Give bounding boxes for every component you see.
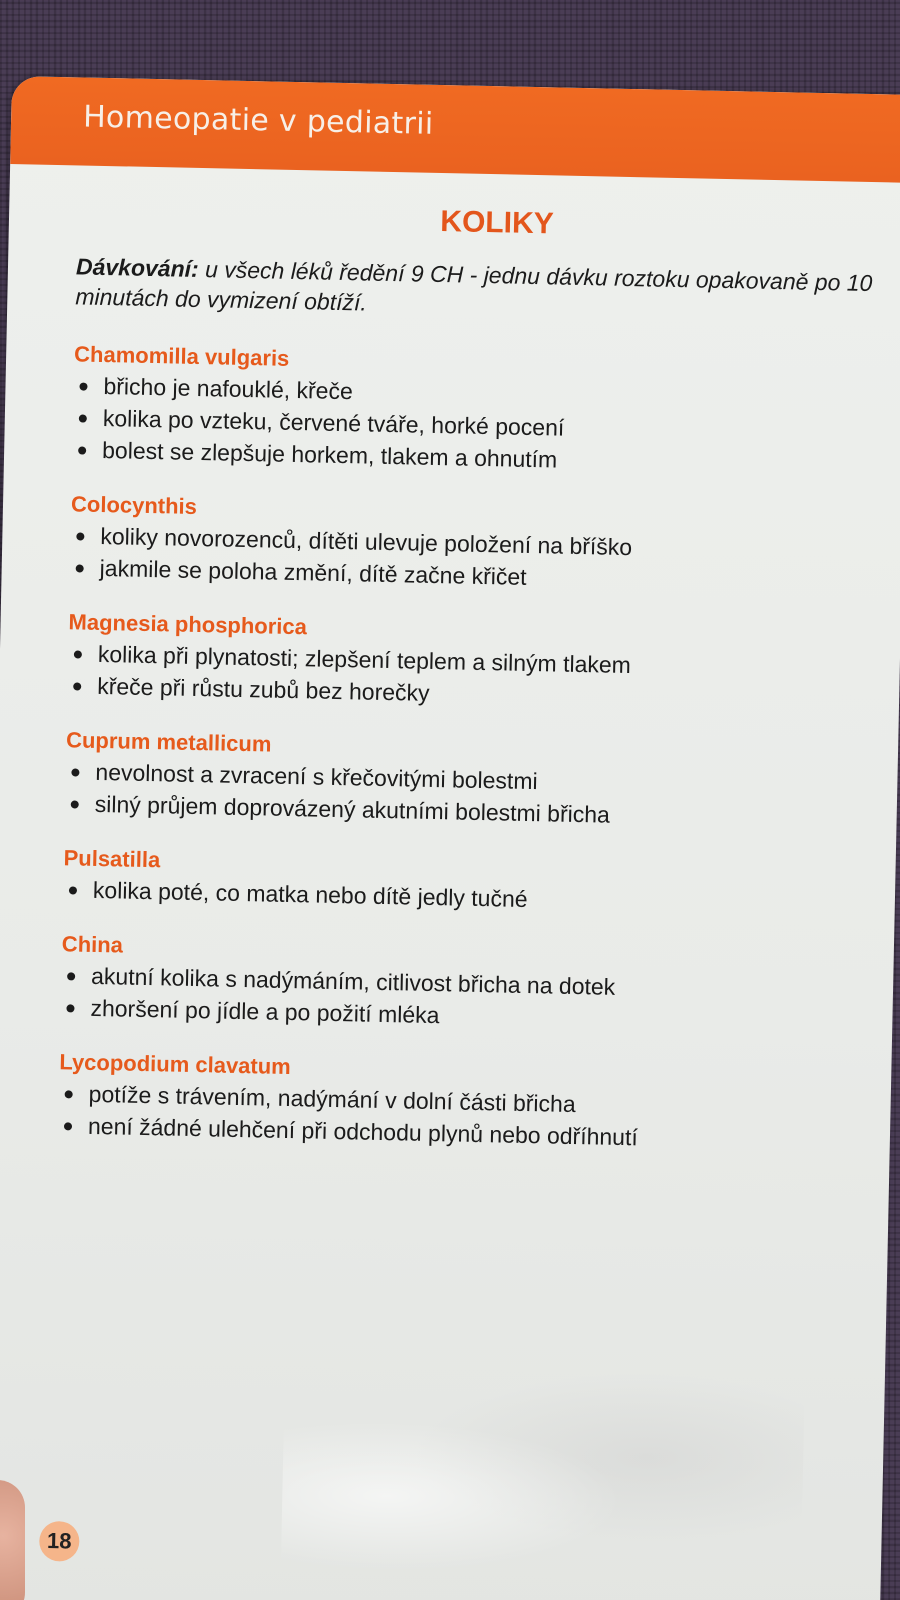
remedy-name: Colocynthis: [70, 491, 198, 519]
booklet-page: [0, 76, 900, 1600]
remedy-bullet-item: jakmile se poloha změní, dítě začne křičet: [69, 551, 869, 600]
remedy-bullet-item: potíže s trávením, nadýmání v dolní části břicha: [58, 1077, 858, 1126]
header-bar: [10, 76, 900, 183]
remedy-name: Lycopodium clavatum: [59, 1049, 292, 1080]
remedy-block: [69, 489, 871, 600]
section-heading: KOLIKY: [440, 205, 555, 241]
remedy-block: [58, 1047, 860, 1158]
remedy-bullet-list: [72, 369, 874, 482]
finger-photo-edge: [0, 1480, 25, 1600]
dosage-paragraph: [75, 251, 876, 328]
remedy-bullet-item: kolika poté, co matka nebo dítě jedly tučné: [63, 873, 863, 922]
header-title: Homeopatie v pediatrii: [82, 99, 434, 142]
remedy-name: Chamomilla vulgaris: [73, 341, 290, 371]
remedy-block: [63, 843, 864, 922]
remedy-bullet-item: kolika po vzteku, červené tváře, horké pocení: [73, 401, 873, 450]
dosage-text: u všech léků ředění 9 CH - jednu dávku roztoku opakovaně po 10 minutách do vymizení obtíží.: [75, 255, 873, 316]
remedy-name: China: [61, 931, 124, 958]
remedy-block: [64, 725, 866, 836]
remedy-bullet-item: akutní kolika s nadýmáním, citlivost břicha na dotek: [61, 959, 861, 1008]
remedy-block: [72, 339, 874, 482]
remedy-bullet-item: nevolnost a zvracení s křečovitými bolestmi: [65, 755, 865, 804]
remedy-name: Pulsatilla: [63, 845, 161, 873]
page-content: [57, 197, 877, 1182]
remedy-list-container: [58, 339, 875, 1158]
remedy-bullet-item: kolika při plynatosti; zlepšení teplem a silným tlakem: [68, 637, 868, 686]
remedy-block: [60, 929, 862, 1040]
remedy-bullet-item: zhoršení po jídle a po požití mléka: [60, 991, 860, 1040]
remedy-block: [67, 607, 869, 718]
remedy-bullet-item: koliky novorozenců, dítěti ulevuje položení na bříško: [70, 519, 870, 568]
remedy-name: Cuprum metallicum: [65, 727, 272, 757]
remedy-bullet-item: bolest se zlepšuje horkem, tlakem a ohnutím: [72, 433, 872, 482]
remedy-bullet-item: silný průjem doprovázený akutními bolestmi břicha: [64, 787, 864, 836]
remedy-bullet-item: není žádné ulehčení při odchodu plynů nebo odříhnutí: [58, 1109, 858, 1158]
page-number: 18: [39, 1521, 80, 1562]
dosage-label: Dávkování:: [75, 253, 199, 282]
remedy-bullet-item: břicho je nafouklé, křeče: [73, 369, 873, 418]
paper-embossing: [281, 1362, 805, 1593]
remedy-bullet-item: křeče při růstu zubů bez horečky: [67, 669, 867, 718]
remedy-name: Magnesia phosphorica: [68, 609, 308, 640]
